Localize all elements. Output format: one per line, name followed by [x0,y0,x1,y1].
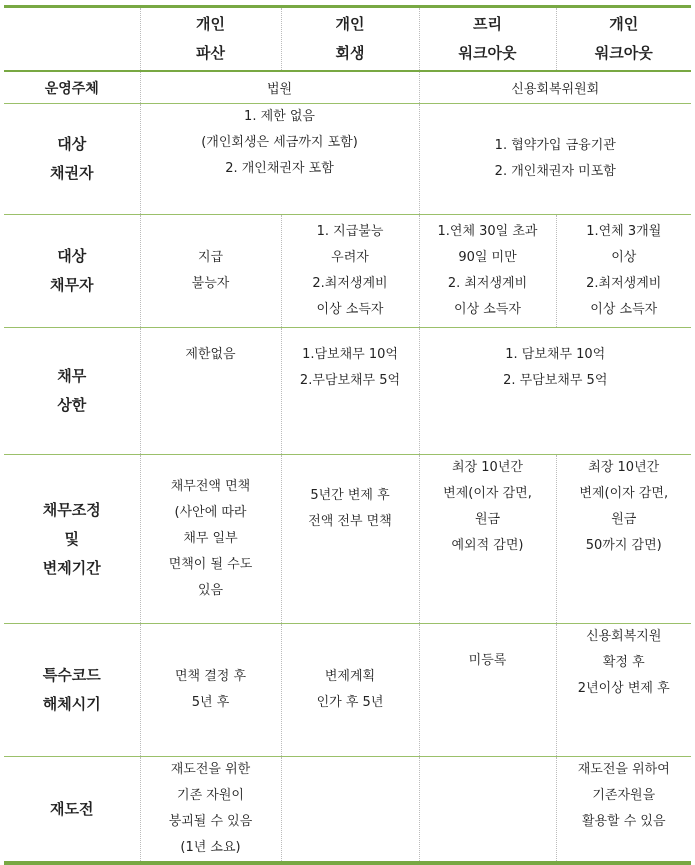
row-label-text: 대상 [57,135,87,153]
cell-text: 1. 제한 없음 [244,109,315,124]
header-text: 개인 [609,15,639,33]
header-pre-workout [419,7,556,72]
table-row-rechallenge [4,757,691,864]
header-text: 프리 [473,15,502,33]
cell-text: 원금 [474,512,501,527]
cell-text: 1.담보채무 10억 [302,347,398,362]
cell-text: 2.최저생계비 [586,276,662,291]
cell-bankruptcy-adjust [140,455,281,624]
cell-pre-workout-debtors [419,215,556,328]
header-text: 파산 [196,44,225,62]
header-personal-workout [556,7,691,72]
cell-text: 2. 무담보채무 5억 [503,373,608,388]
row-label [4,624,140,757]
cell-text: 지급 [197,250,224,265]
cell-court: 법원 [140,71,419,104]
cell-text: 확정 후 [602,655,645,670]
cell-bankruptcy-special [140,624,281,757]
cell-ccrs: 신용회복위원회 [419,71,691,104]
cell-text: 90일 미만 [458,250,517,265]
header-text: 개인 [335,15,365,33]
header-personal-rehabilitation [281,7,419,72]
cell-text: 5년간 변제 후 [310,488,390,503]
row-label-text: 해체시기 [42,695,101,713]
cell-text: (개인회생은 세금까지 포함) [201,135,358,150]
cell-text: 2. 개인채권자 포함 [225,161,334,176]
cell-text: 우려자 [331,250,369,265]
cell-text: 면책이 될 수도 [168,557,253,572]
cell-pre-workout-rechallenge [419,757,556,864]
row-label-text: 변제기간 [42,558,101,577]
cell-text: 활용할 수 있음 [581,814,666,829]
cell-text: 1. 담보채무 10억 [505,347,606,362]
cell-text: 인가 후 5년 [316,695,384,710]
cell-text: 2. 개인채권자 미포함 [494,164,616,179]
table-row-special-code [4,624,691,757]
cell-text: 2. 최저생계비 [447,276,528,291]
cell-bankruptcy-debtors [140,215,281,328]
cell-text: 1. 협약가입 금융기관 [494,138,616,153]
header-text: 개인 [196,15,225,33]
cell-pre-workout-adjust [419,455,556,624]
cell-text: 붕괴될 수 있음 [168,814,253,829]
cell-text: 2년이상 변제 후 [577,681,670,696]
row-label-text: 채무 [57,367,87,385]
cell-text: 신용회복지원 [586,629,662,644]
row-label [4,215,140,328]
cell-text: 불능자 [191,276,230,291]
cell-text: 최장 10년간 [452,460,523,475]
cell-text: 채무전액 면책 [170,479,251,494]
cell-text: 이상 소득자 [316,302,384,317]
cell-text: 최장 10년간 [588,460,660,475]
cell-text: 채무 일부 [183,531,238,546]
cell-rehabilitation-rechallenge [281,757,419,864]
table-row-target-creditors [4,104,691,215]
cell-text: 예외적 감면) [451,538,524,553]
cell-rehabilitation-special [281,624,419,757]
row-label-text: 재도전 [50,799,94,818]
cell-text: 미등록 [468,653,507,668]
cell-text: 변제(이자 감면, [443,486,532,501]
cell-text: 기존자원을 [592,788,656,803]
cell-text: 이상 소득자 [590,302,658,317]
header-text: 회생 [335,44,365,62]
cell-workout-special [556,624,691,757]
row-label-text: 상한 [57,396,87,414]
row-label-text: 채무자 [50,276,94,294]
cell-bankruptcy-rechallenge [140,757,281,864]
cell-text: 1.연체 30일 초과 [437,224,538,239]
cell-text: (사안에 따라 [174,505,247,520]
cell-workout-rechallenge [556,757,691,864]
cell-text: 1.연체 3개월 [586,224,662,239]
row-label-text: 및 [64,529,79,548]
cell-bankruptcy-limit [140,328,281,455]
cell-text: 전액 전부 면책 [308,514,392,529]
cell-rehabilitation-limit [281,328,419,455]
cell-text: 기존 자원이 [177,788,244,803]
cell-ccrs-creditors [419,104,691,215]
table-row-adjustment-period [4,455,691,624]
header-corner [4,7,140,72]
cell-workout-adjust [556,455,691,624]
cell-pre-workout-special [419,624,556,757]
cell-text: 제한없음 [185,347,236,362]
cell-ccrs-limit [419,328,691,455]
cell-rehabilitation-debtors [281,215,419,328]
row-label-text: 대상 [57,247,87,265]
cell-text: 재도전을 위하여 [577,762,670,777]
row-label [4,104,140,215]
row-label: 운영주체 [4,71,140,104]
cell-text: 이상 소득자 [454,302,521,317]
row-label-text: 채무조정 [42,500,101,519]
cell-text: 50까지 감면) [585,538,662,553]
cell-text: 변제계획 [324,669,376,684]
cell-text: 5년 후 [191,695,230,710]
row-label [4,757,140,864]
cell-rehabilitation-adjust [281,455,419,624]
cell-text: (1년 소요) [180,840,241,855]
cell-workout-debtors [556,215,691,328]
header-text: 워크아웃 [458,44,517,62]
cell-text: 원금 [611,512,637,527]
table-row-operator [4,71,691,104]
row-label-text: 특수코드 [42,666,101,684]
debt-relief-comparison-table [4,5,691,865]
header-text: 워크아웃 [594,44,653,62]
cell-text: 1. 지급불능 [316,224,384,239]
row-label [4,328,140,455]
table-row-debt-limit [4,328,691,455]
table-header-row [4,7,691,72]
cell-text: 2.최저생계비 [312,276,388,291]
row-label [4,455,140,624]
cell-text: 이상 [611,250,637,265]
cell-text: 있음 [197,583,224,598]
cell-court-creditors [140,104,419,215]
table-row-target-debtors [4,215,691,328]
row-label-text: 채권자 [50,164,94,182]
cell-text: 변제(이자 감면, [579,486,669,501]
header-personal-bankruptcy [140,7,281,72]
cell-text: 면책 결정 후 [174,669,247,684]
cell-text: 재도전을 위한 [170,762,251,777]
cell-text: 2.무담보채무 5억 [299,373,401,388]
